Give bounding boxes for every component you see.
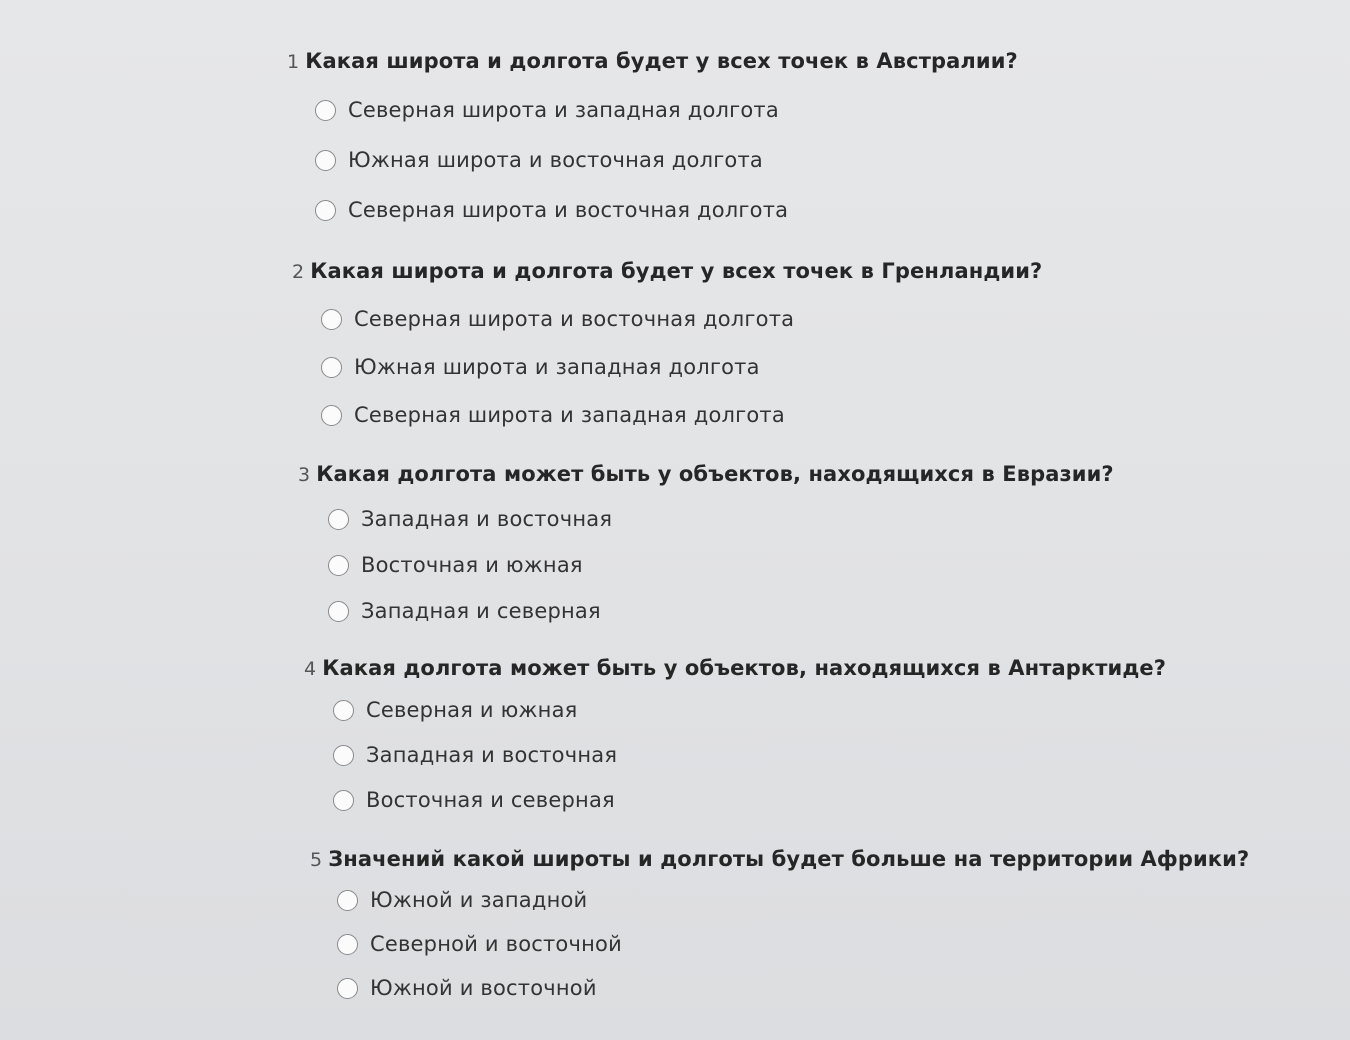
question-title [304,655,1166,681]
question-number: 2 [292,261,305,283]
question-number: 4 [304,658,317,680]
answer-label: Северная широта и восточная долгота [354,307,795,331]
answer-label: Южная широта и восточная долгота [348,148,763,172]
answer-label: Северная широта и восточная долгота [348,198,789,222]
answer-label: Северной и восточной [370,932,622,956]
answer-label: Северная широта и западная долгота [354,403,785,427]
question-2 [292,258,1042,427]
answer-options [315,98,1018,222]
answer-option[interactable] [321,355,1042,379]
question-text: Какая широта и долгота будет у всех точек в Гренландии? [310,259,1043,283]
radio-button[interactable] [337,934,358,955]
answer-label: Западная и северная [361,599,601,623]
radio-button[interactable] [328,601,349,622]
answer-option[interactable] [337,888,1249,912]
answer-label: Западная и восточная [366,743,618,767]
question-title [292,258,1042,284]
answer-option[interactable] [337,932,1249,956]
radio-button[interactable] [328,555,349,576]
answer-options [321,307,1042,427]
radio-button[interactable] [333,745,354,766]
question-number: 1 [287,51,300,73]
question-number: 5 [310,849,323,871]
question-number: 3 [298,464,311,486]
answer-label: Восточная и северная [366,788,615,812]
radio-button[interactable] [337,890,358,911]
question-title [287,48,1018,74]
question-title [310,846,1249,872]
answer-option[interactable] [315,198,1018,222]
answer-label: Южной и восточной [370,976,597,1000]
question-text: Значений какой широты и долготы будет больше на территории Африки? [328,847,1250,871]
radio-button[interactable] [333,790,354,811]
radio-button[interactable] [337,978,358,999]
answer-option[interactable] [315,98,1018,122]
answer-label: Восточная и южная [361,553,583,577]
answer-option[interactable] [337,976,1249,1000]
radio-button[interactable] [328,509,349,530]
answer-label: Северная широта и западная долгота [348,98,779,122]
radio-button[interactable] [321,357,342,378]
answer-option[interactable] [333,698,1166,722]
answer-option[interactable] [315,148,1018,172]
answer-options [333,698,1166,812]
answer-label: Южная широта и западная долгота [354,355,760,379]
question-3 [298,461,1114,623]
answer-option[interactable] [328,599,1114,623]
answer-options [328,507,1114,623]
question-title [298,461,1114,487]
answer-options [337,888,1249,1000]
question-4 [304,655,1166,812]
answer-label: Южной и западной [370,888,588,912]
answer-option[interactable] [321,403,1042,427]
question-text: Какая долгота может быть у объектов, находящихся в Евразии? [316,462,1114,486]
answer-option[interactable] [333,788,1166,812]
answer-option[interactable] [333,743,1166,767]
answer-label: Западная и восточная [361,507,613,531]
question-1 [287,48,1018,222]
question-5 [310,846,1249,1000]
question-text: Какая долгота может быть у объектов, находящихся в Антарктиде? [322,656,1167,680]
answer-option[interactable] [321,307,1042,331]
question-text: Какая широта и долгота будет у всех точек в Австралии? [305,49,1018,73]
answer-label: Северная и южная [366,698,578,722]
radio-button[interactable] [315,100,336,121]
radio-button[interactable] [315,150,336,171]
radio-button[interactable] [321,309,342,330]
radio-button[interactable] [315,200,336,221]
radio-button[interactable] [333,700,354,721]
answer-option[interactable] [328,507,1114,531]
radio-button[interactable] [321,405,342,426]
answer-option[interactable] [328,553,1114,577]
